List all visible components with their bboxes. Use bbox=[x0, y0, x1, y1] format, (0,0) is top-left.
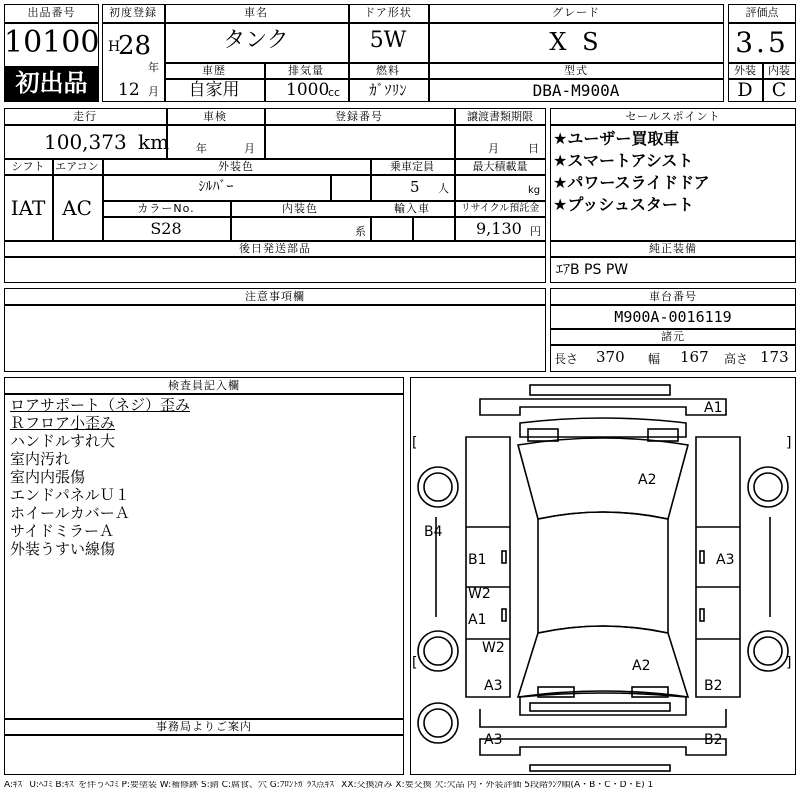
grade-label: グレード bbox=[552, 6, 600, 19]
color-no-label: カラーNo. bbox=[137, 202, 195, 215]
history-label: 車歴 bbox=[202, 64, 226, 77]
first-reg-era: H bbox=[108, 39, 121, 55]
shift-label: シフト bbox=[11, 160, 45, 173]
fuel-value: ｶﾞｿﾘﾝ bbox=[369, 81, 407, 99]
svg-text:[: [ bbox=[412, 655, 418, 671]
door-value: 5W bbox=[369, 28, 407, 53]
capacity-unit: 人 bbox=[438, 182, 449, 195]
mileage-value: 100,373 bbox=[44, 130, 127, 154]
inspector-item: Ｒフロア小歪み bbox=[10, 414, 116, 432]
length-label: 長さ bbox=[554, 352, 579, 366]
office-label: 事務局よりご案内 bbox=[156, 720, 252, 733]
equipment-label: 純正装備 bbox=[649, 242, 697, 255]
int-score-label: 内装 bbox=[768, 64, 790, 77]
later-parts-label: 後日発送部品 bbox=[239, 242, 311, 255]
height-value: 173 bbox=[760, 348, 789, 366]
damage-mark: A3 bbox=[716, 552, 735, 568]
fuel-label: 燃料 bbox=[376, 64, 400, 77]
damage-mark: A1 bbox=[704, 400, 723, 416]
specs-label: 諸元 bbox=[661, 330, 685, 343]
svg-text:]: ] bbox=[786, 435, 792, 451]
damage-mark: B1 bbox=[468, 552, 487, 568]
mileage-unit: km bbox=[138, 130, 170, 154]
svg-text:[: [ bbox=[412, 435, 418, 451]
aircon-label: エアコン bbox=[55, 160, 99, 173]
grade-value: X S bbox=[549, 28, 603, 56]
inspector-item: ホイールカバーＡ bbox=[10, 504, 130, 522]
damage-mark: A3 bbox=[484, 678, 503, 694]
inspection-year-unit: 年 bbox=[196, 142, 207, 155]
inspector-label: 検査員記入欄 bbox=[168, 379, 240, 392]
inspector-item: 室内内張傷 bbox=[10, 468, 86, 486]
inspector-item: 外装うすい線傷 bbox=[10, 540, 116, 558]
history-value: 自家用 bbox=[188, 80, 240, 100]
sales-point-item: ★スマートアシスト bbox=[553, 151, 694, 170]
displacement-label: 排気量 bbox=[288, 64, 324, 77]
sales-points-label: セールスポイント bbox=[625, 110, 721, 123]
damage-mark: A2 bbox=[638, 472, 657, 488]
first-reg-month: 12 bbox=[118, 80, 140, 100]
equipment-value: ｴｱB PS PW bbox=[556, 262, 629, 278]
inspector-item: 室内汚れ bbox=[10, 450, 71, 468]
displacement-unit: cc bbox=[328, 86, 341, 99]
transfer-month-unit: 月 bbox=[488, 142, 499, 155]
damage-mark: B4 bbox=[424, 524, 443, 540]
capacity-value: 5 bbox=[410, 178, 420, 196]
color-no-value: S28 bbox=[150, 219, 182, 238]
width-label: 幅 bbox=[648, 352, 661, 366]
chassis-label: 車台番号 bbox=[649, 290, 697, 303]
lot-number: 10100 bbox=[4, 25, 100, 60]
inspector-item: エンドパネルＵ１ bbox=[10, 486, 130, 504]
inspector-item: サイドミラーＡ bbox=[10, 522, 114, 540]
width-value: 167 bbox=[680, 348, 709, 366]
first-reg-month-unit: 月 bbox=[148, 85, 159, 98]
door-label: ドア形状 bbox=[364, 6, 412, 19]
score-value: 3.5 bbox=[735, 26, 789, 59]
damage-mark: B2 bbox=[704, 732, 723, 748]
legend: A:ｷｽﾞ U:ﾍｺﾐ B:ｷｽﾞを伴うﾍｺﾐ P:要塗装 W:補修跡 S:錆 C:腐食、穴 G:ﾌﾛﾝﾄｶﾞﾗｽ点ｷｽﾞ XX:交換済み X:要交換 欠:欠品 内・外装評価 5段階ﾗﾝｸ順(A・B・C・D・E) 1 bbox=[4, 781, 654, 790]
transfer-day-unit: 日 bbox=[528, 142, 539, 155]
ext-score-value: D bbox=[737, 79, 753, 101]
inspection-month-unit: 月 bbox=[244, 142, 255, 155]
first-reg-label: 初度登録 bbox=[109, 6, 157, 19]
recycle-label: リサイクル預託金 bbox=[460, 203, 540, 214]
car-diagram bbox=[410, 377, 796, 775]
notes-label: 注意事項欄 bbox=[245, 290, 305, 303]
recycle-value: 9,130 bbox=[476, 219, 522, 238]
damage-mark: A2 bbox=[632, 658, 651, 674]
capacity-label: 乗車定員 bbox=[390, 160, 434, 173]
aircon-value: AC bbox=[62, 196, 92, 220]
height-label: 高さ bbox=[724, 352, 749, 366]
damage-mark: W2 bbox=[482, 640, 505, 656]
model-code-label: 型式 bbox=[564, 64, 588, 77]
chassis-value: M900A-0016119 bbox=[614, 308, 732, 326]
car-outline bbox=[410, 377, 796, 775]
reg-no-label: 登録番号 bbox=[335, 110, 383, 123]
max-load-label: 最大積載量 bbox=[472, 160, 528, 173]
damage-mark: A1 bbox=[468, 612, 487, 628]
svg-text:]: ] bbox=[786, 655, 792, 671]
recycle-unit: 円 bbox=[530, 225, 541, 238]
sales-point-item: ★パワースライドドア bbox=[553, 173, 710, 192]
first-reg-year: 28 bbox=[118, 31, 152, 61]
ext-color-label: 外装色 bbox=[218, 160, 254, 173]
int-color-unit: 系 bbox=[355, 225, 366, 238]
ext-color-value: ｼﾙﾊﾞｰ bbox=[198, 179, 234, 195]
int-score-value: C bbox=[771, 79, 787, 101]
lot-label: 出品番号 bbox=[27, 6, 76, 19]
shift-value: IAT bbox=[10, 196, 46, 220]
inspection-label: 車検 bbox=[203, 110, 227, 123]
displacement-value: 1000 bbox=[286, 80, 330, 100]
score-label: 評価点 bbox=[745, 6, 779, 19]
damage-mark: W2 bbox=[468, 586, 491, 602]
car-name-value: タンク bbox=[223, 28, 289, 53]
inspector-item: ロアサポート（ネジ）歪み bbox=[10, 396, 191, 414]
int-color-label: 内装色 bbox=[282, 202, 318, 215]
sales-point-item: ★プッシュスタート bbox=[553, 195, 694, 214]
import-label: 輸入車 bbox=[394, 202, 430, 215]
damage-mark: B2 bbox=[704, 678, 723, 694]
mileage-label: 走行 bbox=[73, 110, 97, 123]
ext-score-label: 外装 bbox=[734, 64, 756, 77]
transfer-label: 譲渡書類期限 bbox=[467, 110, 533, 123]
inspector-item: ハンドルすれ大 bbox=[10, 432, 116, 450]
damage-mark: A3 bbox=[484, 732, 503, 748]
max-load-unit: kg bbox=[528, 185, 541, 196]
length-value: 370 bbox=[596, 348, 625, 366]
car-name-label: 車名 bbox=[244, 6, 268, 19]
first-reg-year-unit: 年 bbox=[148, 61, 159, 74]
model-code-value: DBA-M900A bbox=[532, 81, 620, 100]
first-listing-badge: 初出品 bbox=[5, 66, 98, 101]
sales-point-item: ★ユーザー買取車 bbox=[553, 129, 680, 148]
